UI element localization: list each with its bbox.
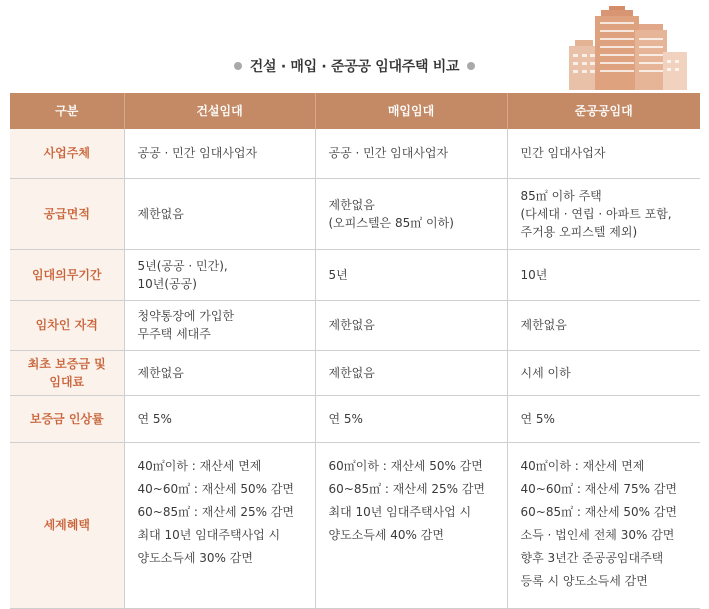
table-cell: 공공 · 민간 임대사업자 xyxy=(124,129,315,178)
table-cell: 제한없음 xyxy=(315,300,507,350)
title-bar xyxy=(0,53,709,79)
table-row xyxy=(10,395,700,442)
table-cell: 5년(공공 · 민간), 10년(공공) xyxy=(124,249,315,300)
table-cell: 시세 이하 xyxy=(507,350,700,395)
table-row xyxy=(10,442,700,608)
row-header: 세제혜택 xyxy=(10,442,124,608)
table-cell: 제한없음 (오피스텔은 85㎡ 이하) xyxy=(315,178,507,249)
column-header: 매입임대 xyxy=(315,93,507,129)
row-header: 최초 보증금 및 임대료 xyxy=(10,350,124,395)
table-row xyxy=(10,350,700,395)
table-cell: 85㎡ 이하 주택 (다세대 · 연립 · 아파트 포함, 주거용 오피스텔 제외) xyxy=(507,178,700,249)
table-cell: 제한없음 xyxy=(124,178,315,249)
row-header: 보증금 인상률 xyxy=(10,395,124,442)
row-header: 임차인 자격 xyxy=(10,300,124,350)
table-row xyxy=(10,129,700,178)
column-header: 구분 xyxy=(10,93,124,129)
bullet-dot-icon xyxy=(467,62,475,70)
table-cell: 10년 xyxy=(507,249,700,300)
table-cell: 청약통장에 가입한 무주택 세대주 xyxy=(124,300,315,350)
comparison-table xyxy=(10,93,700,609)
table-cell: 민간 임대사업자 xyxy=(507,129,700,178)
table-cell: 제한없음 xyxy=(507,300,700,350)
table-cell: 공공 · 민간 임대사업자 xyxy=(315,129,507,178)
table-cell: 연 5% xyxy=(124,395,315,442)
table-row xyxy=(10,249,700,300)
row-header: 공급면적 xyxy=(10,178,124,249)
table-row xyxy=(10,178,700,249)
table-row xyxy=(10,300,700,350)
column-header: 준공공임대 xyxy=(507,93,700,129)
table-cell: 연 5% xyxy=(315,395,507,442)
table-cell: 제한없음 xyxy=(124,350,315,395)
row-header: 임대의무기간 xyxy=(10,249,124,300)
table-cell: 40㎡이하 : 재산세 면제 40~60㎡ : 재산세 75% 감면 60~85㎡ : 재산세 50% 감면 소득 · 법인세 전체 30% 감면 향후 3년간 준공공임대주택 등록 시 양도소득세 감면 xyxy=(507,442,700,608)
column-header: 건설임대 xyxy=(124,93,315,129)
table-cell: 연 5% xyxy=(507,395,700,442)
row-header: 사업주체 xyxy=(10,129,124,178)
table-cell: 제한없음 xyxy=(315,350,507,395)
table-cell: 40㎡이하 : 재산세 면제 40~60㎡ : 재산세 50% 감면 60~85㎡ : 재산세 25% 감면 최대 10년 임대주택사업 시 양도소득세 30% 감면 xyxy=(124,442,315,608)
table-header-row xyxy=(10,93,700,129)
table-cell: 5년 xyxy=(315,249,507,300)
page-title: 건설 · 매입 · 준공공 임대주택 비교 xyxy=(249,59,460,75)
table-cell: 60㎡이하 : 재산세 50% 감면 60~85㎡ : 재산세 25% 감면 최대 10년 임대주택사업 시 양도소득세 40% 감면 xyxy=(315,442,507,608)
bullet-dot-icon xyxy=(234,62,242,70)
